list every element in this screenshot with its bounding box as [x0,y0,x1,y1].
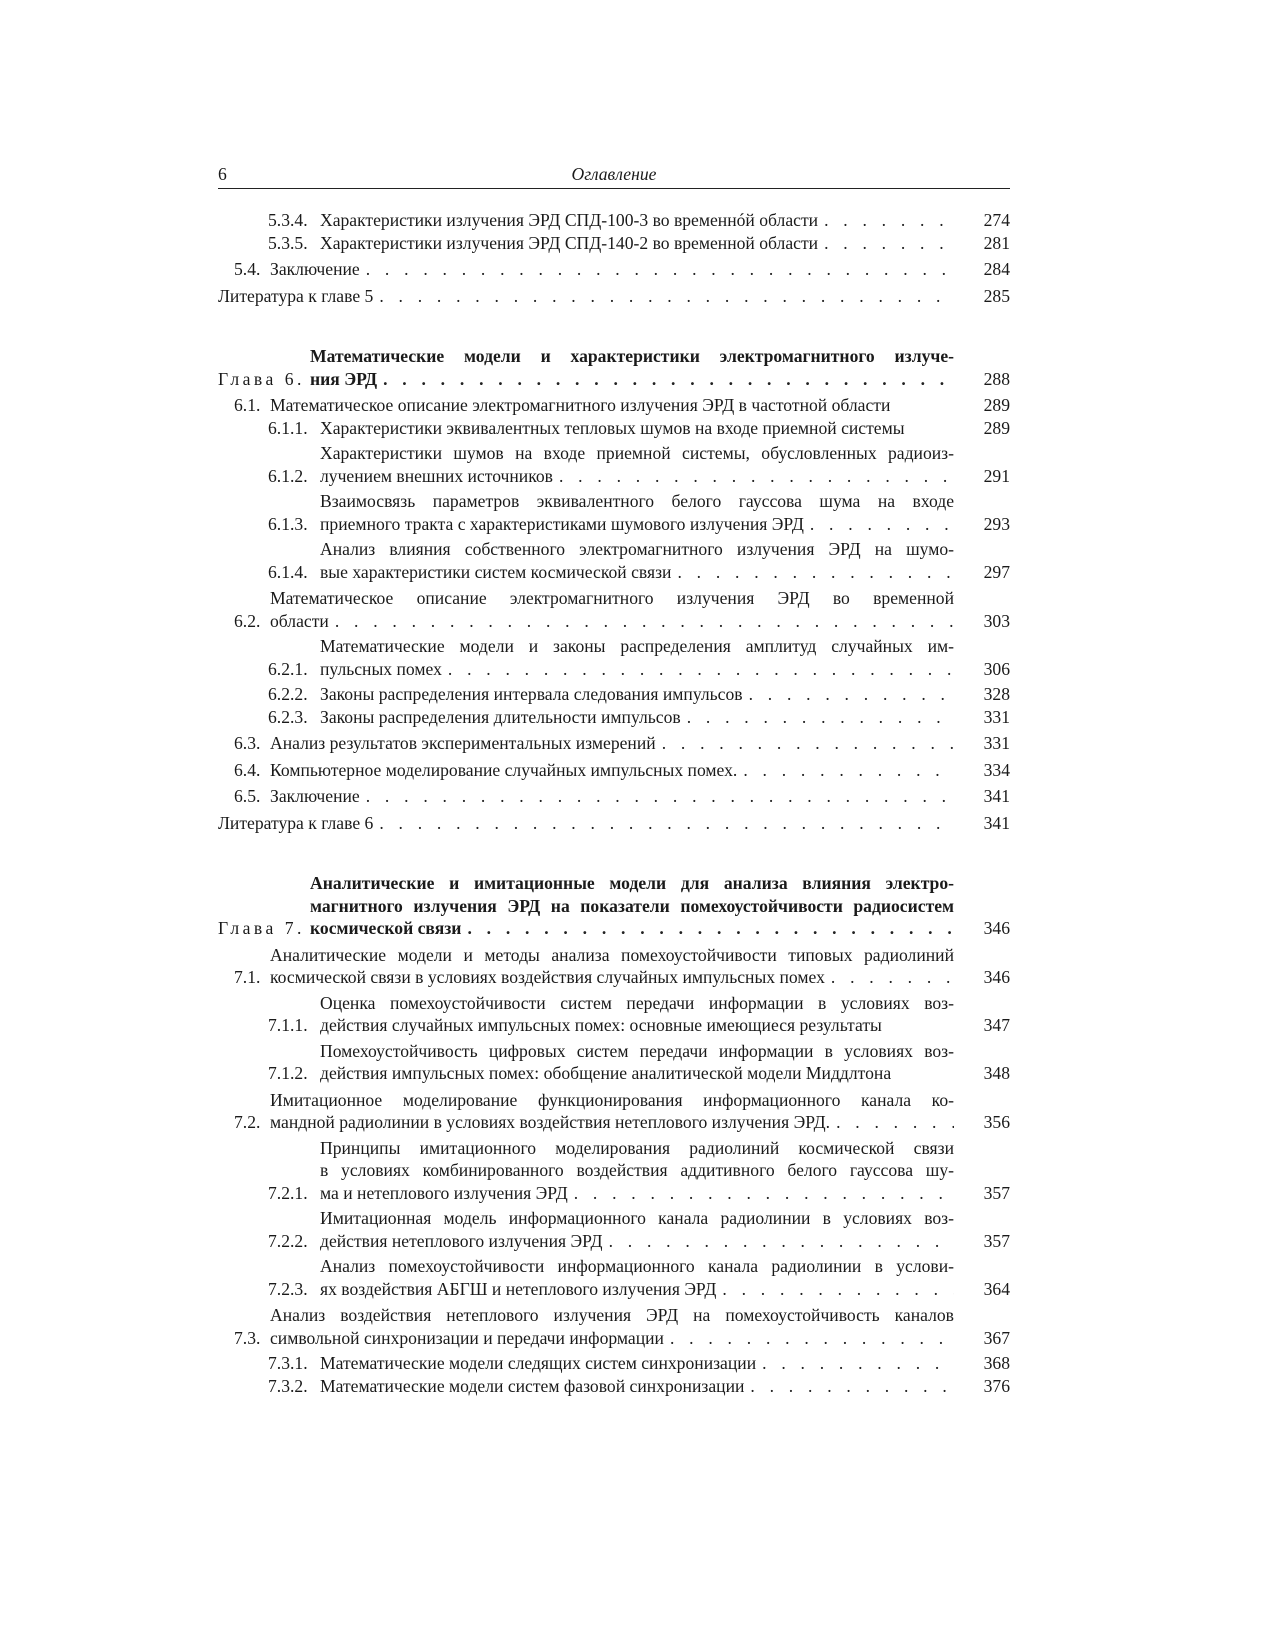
toc-entry [218,785,1010,808]
toc-entry [218,683,1010,706]
entry-title [320,1137,954,1205]
entry-number: 6.1.4. [268,561,308,582]
entry-title-text: мандной радиолинии в условиях воздействия нетеплового излучения ЭРД. [270,1112,831,1132]
entry-page-number: 288 [983,368,1010,389]
entry-page-number: 285 [983,285,1010,306]
leader-dots [329,610,954,633]
entry-title-last-line [320,209,954,232]
entry-title-last-line [270,394,954,417]
leader-dots [804,513,954,536]
entry-page-number: 367 [983,1327,1010,1348]
entry-title-text: Математическое описание электромагнитного излучения ЭРД в частотной области [270,395,891,415]
entry-title-text: действия нетеплового излучения ЭРД [320,1230,603,1251]
entry-title [218,812,954,835]
entry-title [218,285,954,308]
entry-title [270,587,954,632]
entry-title-text: ния ЭРД [310,368,378,389]
entry-page-number: 364 [983,1278,1010,1299]
table-of-contents [218,209,1010,1397]
entry-number: 6.1.2. [268,465,308,486]
entry-title [270,732,954,755]
entry-title [270,394,954,417]
entry-title-last-line [320,1062,954,1085]
entry-number: 7.2.3. [268,1278,308,1299]
toc-entry [218,992,1010,1037]
entry-page-number: 341 [983,786,1010,806]
entry-title-last-line [320,1278,954,1301]
entry-title-last-line [270,1327,954,1350]
entry-title-line: Математическое описание электромагнитного излучения ЭРД во временной [270,588,954,608]
leader-dots [461,917,954,940]
leader-dots [671,561,954,584]
entry-title-last-line [218,285,954,308]
toc-entry [218,442,1010,487]
entry-title-text: Заключение [270,259,360,279]
entry-title-last-line [320,683,954,706]
entry-number: 6.1.3. [268,513,308,534]
entry-number: 7.3.2. [268,1375,308,1396]
toc-entry [218,1375,1010,1398]
entry-number: 6.2. [234,610,261,631]
entry-page-number: 328 [983,684,1010,704]
entry-page-number: 297 [983,561,1010,582]
entry-page-number: 356 [983,1112,1010,1132]
leader-dots [373,812,954,835]
entry-number: 6.2.2. [268,684,308,704]
entry-title-text: области [270,610,329,631]
entry-title [320,417,954,440]
entry-number: 6.3. [234,733,261,753]
entry-title-line: Характеристики шумов на входе приемной системы, обусловленных радиоиз- [320,443,954,463]
leader-dots [825,966,954,989]
entry-number: 7.3. [234,1327,261,1348]
entry-title-line: Помехоустойчивость цифровых систем передачи информации в условиях воз- [320,1040,954,1061]
entry-title-line: Имитационная модель информационного канала радиолинии в условиях воз- [320,1208,954,1228]
entry-title-last-line [320,417,954,440]
entry-title-text: действия случайных импульсных помех: основные имеющиеся результаты [320,1015,882,1035]
entry-title-last-line [218,812,954,835]
toc-entry [218,587,1010,632]
entry-title [270,785,954,808]
entry-title [320,992,954,1037]
leader-dots [553,465,954,488]
entry-title-last-line [270,610,954,633]
entry-page-number: 274 [983,210,1010,230]
entry-page-number: 368 [983,1353,1010,1373]
entry-title [270,944,954,989]
toc-entry [218,732,1010,755]
entry-title-last-line [270,1111,954,1134]
entry-number: 6.1.1. [268,417,308,438]
entry-title-last-line [270,966,954,989]
entry-title-text: Характеристики излучения ЭРД СПД-100-3 во временнóй области [320,210,819,230]
entry-number: 6.5. [234,786,261,806]
entry-title-text: лучением внешних источников [320,465,553,486]
entry-title-line: Аналитические и имитационные модели для анализа влияния электро- [310,873,954,893]
entry-title-last-line [320,513,954,536]
entry-title-last-line [320,232,954,255]
entry-number: Глава 6. [218,368,305,389]
entry-title-text: ях воздействия АБГШ и нетеплового излучения ЭРД [320,1278,717,1299]
entry-page-number: 291 [983,465,1010,486]
entry-page-number: 289 [983,417,1010,438]
entry-title-last-line [320,465,954,488]
leader-dots [756,1352,954,1375]
entry-title-text: Законы распределения длительности импульсов [320,706,681,727]
entry-title-line: Аналитические модели и методы анализа помехоустойчивости типовых радиолиний [270,944,954,965]
entry-number: 7.1.2. [268,1063,308,1083]
entry-title [320,538,954,583]
entry-number: 6.2.3. [268,706,308,727]
entry-page-number: 347 [983,1015,1010,1035]
entry-title-text: Литература к главе 5 [218,285,374,306]
entry-title [320,1040,954,1085]
entry-page-number: 303 [983,610,1010,631]
toc-entry [218,209,1010,232]
toc-page [218,163,1010,1397]
entry-title-last-line [320,1230,954,1253]
leader-dots [664,1327,954,1350]
leader-dots [656,732,954,755]
leader-dots [830,1111,954,1134]
entry-title-text: Анализ результатов экспериментальных измерений [270,733,656,753]
entry-title-last-line [270,732,954,755]
toc-entry [218,635,1010,680]
entry-number: 7.3.1. [268,1353,308,1373]
page-number: 6 [218,164,227,184]
entry-title [270,258,954,281]
entry-page-number: 284 [983,259,1010,279]
entry-title [320,232,954,255]
toc-entry [218,394,1010,417]
leader-dots [818,209,954,232]
leader-dots [737,759,954,782]
entry-title-line: Математические модели и законы распределения амплитуд случайных им- [320,636,954,656]
entry-page-number: 346 [983,918,1010,938]
entry-title-line: Математические модели и характеристики электромагнитного излуче- [310,346,954,366]
leader-dots [377,368,954,391]
toc-entry [218,1040,1010,1085]
entry-title [320,442,954,487]
entry-title-text: ма и нетеплового излучения ЭРД [320,1182,568,1203]
entry-title [270,759,954,782]
entry-page-number: 357 [983,1230,1010,1251]
entry-number: 7.2.2. [268,1230,308,1251]
entry-title-line: Анализ влияния собственного электромагнитного излучения ЭРД на шумо- [320,539,954,559]
toc-entry [218,417,1010,440]
entry-title [320,1352,954,1375]
entry-page-number: 376 [983,1375,1010,1396]
entry-title-last-line [270,759,954,782]
entry-title [320,209,954,232]
entry-title-text: Литература к главе 6 [218,812,374,833]
leader-dots [360,258,954,281]
leader-dots [681,706,954,729]
toc-entry [218,1352,1010,1375]
entry-title-text: Законы распределения интервала следования импульсов [320,684,743,704]
entry-title-text: символьной синхронизации и передачи информации [270,1327,664,1348]
entry-page-number: 357 [983,1182,1010,1203]
entry-title-last-line [320,1182,954,1205]
entry-title-last-line [270,785,954,808]
entry-number: 5.3.5. [268,232,308,253]
leader-dots [603,1230,954,1253]
toc-entry [218,944,1010,989]
entry-title-text: Характеристики эквивалентных тепловых шумов на входе приемной системы [320,417,905,438]
toc-entry [218,490,1010,535]
toc-entry [218,258,1010,281]
leader-dots [442,658,954,681]
entry-title-text: Заключение [270,786,360,806]
literature-entry [218,285,1010,308]
entry-page-number: 334 [983,759,1010,780]
entry-page-number: 306 [983,658,1010,679]
entry-title-line: Оценка помехоустойчивости систем передачи информации в условиях воз- [320,992,954,1013]
chapter-entry [218,345,1010,390]
entry-title [320,490,954,535]
toc-entry [218,1137,1010,1205]
entry-title-text: действия импульсных помех: обобщение аналитической модели Миддлтона [320,1063,892,1083]
entry-title-last-line [320,1375,954,1398]
entry-number: 6.2.1. [268,658,308,679]
entry-title-last-line [270,258,954,281]
entry-title-line: Взаимосвязь параметров эквивалентного белого гауссова шума на входе [320,491,954,511]
entry-title-text: приемного тракта с характеристиками шумового излучения ЭРД [320,513,804,534]
entry-title-last-line [320,706,954,729]
entry-page-number: 281 [983,232,1010,253]
entry-title-text: вые характеристики систем космической связи [320,561,672,582]
entry-title [320,1375,954,1398]
entry-title-text: Компьютерное моделирование случайных импульсных помех. [270,759,738,780]
entry-title-line: Анализ воздействия нетеплового излучения ЭРД на помехоустойчивость каналов [270,1305,954,1325]
entry-title [310,345,954,390]
toc-entry [218,706,1010,729]
entry-title [320,683,954,706]
entry-title-text: пульсных помех [320,658,442,679]
entry-title-last-line [320,1014,954,1037]
toc-entry [218,1089,1010,1134]
leader-dots [744,1375,954,1398]
entry-number: 5.4. [234,259,261,279]
entry-title [270,1304,954,1349]
chapter-entry [218,872,1010,940]
entry-title [320,1255,954,1300]
entry-title-last-line [320,658,954,681]
toc-entry [218,1255,1010,1300]
toc-entry [218,232,1010,255]
entry-title-line: магнитного излучения ЭРД на показатели помехоустойчивости радиосистем [310,895,954,916]
entry-title-last-line [310,368,954,391]
entry-title [270,1089,954,1134]
leader-dots [818,232,954,255]
entry-title [320,706,954,729]
entry-title-line: Принципы имитационного моделирования радиолиний космической связи [320,1137,954,1158]
entry-title-line: в условиях комбинированного воздействия аддитивного белого гауссова шу- [320,1160,954,1180]
entry-title-text: Математические модели систем фазовой синхронизации [320,1375,745,1396]
toc-entry [218,1207,1010,1252]
entry-number: 7.2. [234,1112,261,1132]
entry-title [320,635,954,680]
entry-title [320,1207,954,1252]
entry-title-line: Анализ помехоустойчивости информационного канала радиолинии в услови- [320,1256,954,1276]
entry-title-text: Характеристики излучения ЭРД СПД-140-2 во временной области [320,232,819,253]
entry-page-number: 331 [983,733,1010,753]
entry-title-last-line [320,1352,954,1375]
entry-page-number: 348 [983,1063,1010,1083]
entry-number: 6.1. [234,395,261,415]
toc-entry [218,538,1010,583]
entry-page-number: 331 [983,706,1010,727]
literature-entry [218,812,1010,835]
leader-dots [743,683,954,706]
entry-title-last-line [320,561,954,584]
entry-number: 7.1. [234,967,261,987]
entry-number: 7.2.1. [268,1182,308,1203]
entry-number: 6.4. [234,759,261,780]
toc-entry [218,759,1010,782]
entry-title-text: Математические модели следящих систем синхронизации [320,1353,757,1373]
running-header [218,163,1010,189]
entry-title-last-line [310,917,954,940]
running-title: Оглавление [571,164,657,184]
entry-number: 7.1.1. [268,1015,308,1035]
entry-title [310,872,954,940]
leader-dots [360,785,954,808]
toc-entry [218,1304,1010,1349]
entry-page-number: 346 [983,967,1010,987]
entry-number: 5.3.4. [268,210,308,230]
entry-title-line: Имитационное моделирование функционирования информационного канала ко- [270,1089,954,1110]
entry-title-text: космической связи [310,918,462,938]
entry-page-number: 341 [983,812,1010,833]
leader-dots [716,1278,954,1301]
entry-number: Глава 7. [218,918,305,938]
entry-page-number: 289 [983,395,1010,415]
leader-dots [568,1182,954,1205]
entry-page-number: 293 [983,513,1010,534]
entry-title-text: космической связи в условиях воздействия случайных импульсных помех [270,967,825,987]
leader-dots [373,285,954,308]
